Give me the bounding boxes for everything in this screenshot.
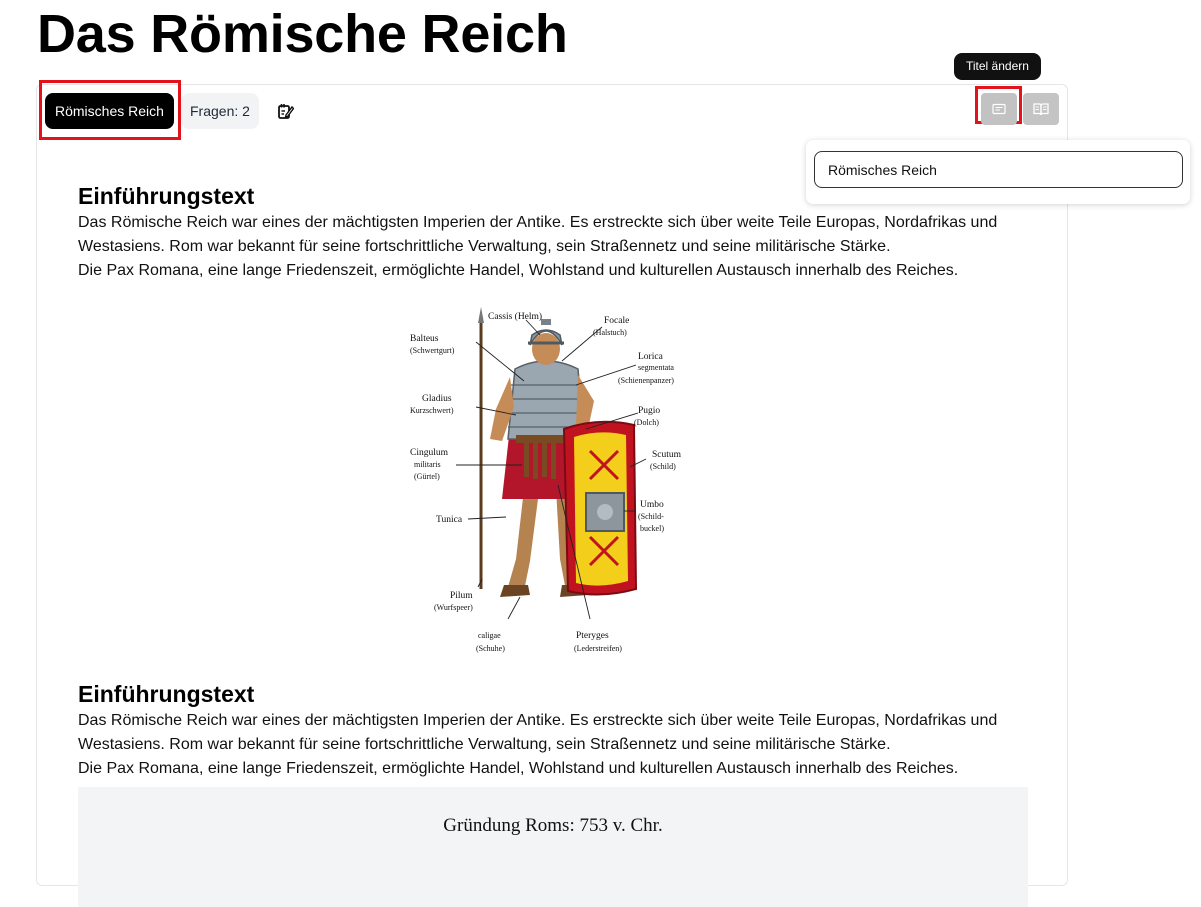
label-lorica-sub2: (Schienenpanzer) — [618, 376, 674, 385]
label-umbo-sub1: (Schild- — [638, 512, 664, 521]
label-pilum-sub: (Wurfspeer) — [434, 603, 473, 612]
edit-note-icon — [276, 102, 294, 120]
label-cingulum-sub1: militaris — [414, 460, 441, 469]
section-heading: Einführungstext — [78, 681, 255, 707]
label-pteryges: Pteryges — [576, 631, 609, 641]
label-pugio-sub: (Dolch) — [634, 418, 659, 427]
label-scutum: Scutum — [652, 450, 682, 460]
reading-view-button[interactable] — [1023, 93, 1059, 125]
card-layout-icon — [992, 103, 1006, 115]
section-text-line: Die Pax Romana, eine lange Friedenszeit, ermöglichte Handel, Wohlstand und kulturellen Austausch innerhalb des Reiches. — [78, 760, 959, 777]
questions-count-chip: Fragen: 2 — [181, 93, 259, 129]
tooltip-change-title: Titel ändern — [954, 53, 1041, 80]
label-lorica: Lorica — [638, 352, 663, 362]
book-open-icon — [1033, 102, 1049, 116]
fact-text: Gründung Roms: 753 v. Chr. — [443, 815, 663, 836]
label-pilum: Pilum — [450, 591, 473, 601]
page-title: Das Römische Reich — [37, 4, 568, 64]
section-text-line: Westasiens. Rom war bekannt für seine fortschrittliche Verwaltung, sein Straßennetz und seine militärische Stärke. — [78, 736, 891, 753]
legionary-illustration — [78, 289, 1028, 663]
card-view-button[interactable] — [981, 93, 1017, 125]
section-text-line: Das Römische Reich war eines der mächtigsten Imperien der Antike. Es erstreckte sich über weite Teile Europas, Nordafrikas und — [78, 214, 998, 231]
label-cingulum: Cingulum — [410, 448, 449, 458]
label-caligae: caligae — [478, 631, 501, 640]
label-cingulum-sub2: (Gürtel) — [414, 472, 440, 481]
content-card — [36, 84, 1068, 886]
section-text-line: Das Römische Reich war eines der mächtigsten Imperien der Antike. Es erstreckte sich über weite Teile Europas, Nordafrikas und — [78, 712, 998, 729]
label-focale-sub: (Halstuch) — [593, 328, 627, 337]
label-umbo: Umbo — [640, 500, 664, 510]
label-balteus-sub: (Schwertgurt) — [410, 346, 455, 355]
fact-box — [78, 787, 1028, 907]
label-balteus: Balteus — [410, 334, 439, 344]
label-tunica: Tunica — [436, 515, 463, 525]
lesson-content — [78, 181, 1028, 907]
label-gladius-sub: Kurzschwert) — [410, 406, 454, 415]
label-caligae-sub: (Schuhe) — [476, 644, 505, 653]
title-edit-popover — [806, 140, 1190, 204]
legionary-diagram — [78, 289, 1028, 663]
section-heading: Einführungstext — [78, 183, 255, 209]
label-cassis: Cassis (Helm) — [488, 312, 543, 322]
title-input[interactable] — [814, 151, 1183, 188]
label-umbo-sub2: buckel) — [640, 524, 664, 533]
title-chip[interactable]: Römisches Reich — [45, 93, 174, 129]
card-toolbar — [37, 85, 1067, 137]
edit-note-button[interactable] — [273, 99, 297, 123]
label-gladius: Gladius — [422, 394, 452, 404]
label-lorica-sub1: segmentata — [638, 363, 674, 372]
section-text-line: Westasiens. Rom war bekannt für seine fortschrittliche Verwaltung, sein Straßennetz und seine militärische Stärke. — [78, 238, 891, 255]
label-focale: Focale — [604, 316, 630, 326]
section-text-line: Die Pax Romana, eine lange Friedenszeit, ermöglichte Handel, Wohlstand und kulturellen Austausch innerhalb des Reiches. — [78, 262, 959, 279]
label-scutum-sub: (Schild) — [650, 462, 676, 471]
label-pugio: Pugio — [638, 406, 661, 416]
label-pteryges-sub: (Lederstreifen) — [574, 644, 622, 653]
